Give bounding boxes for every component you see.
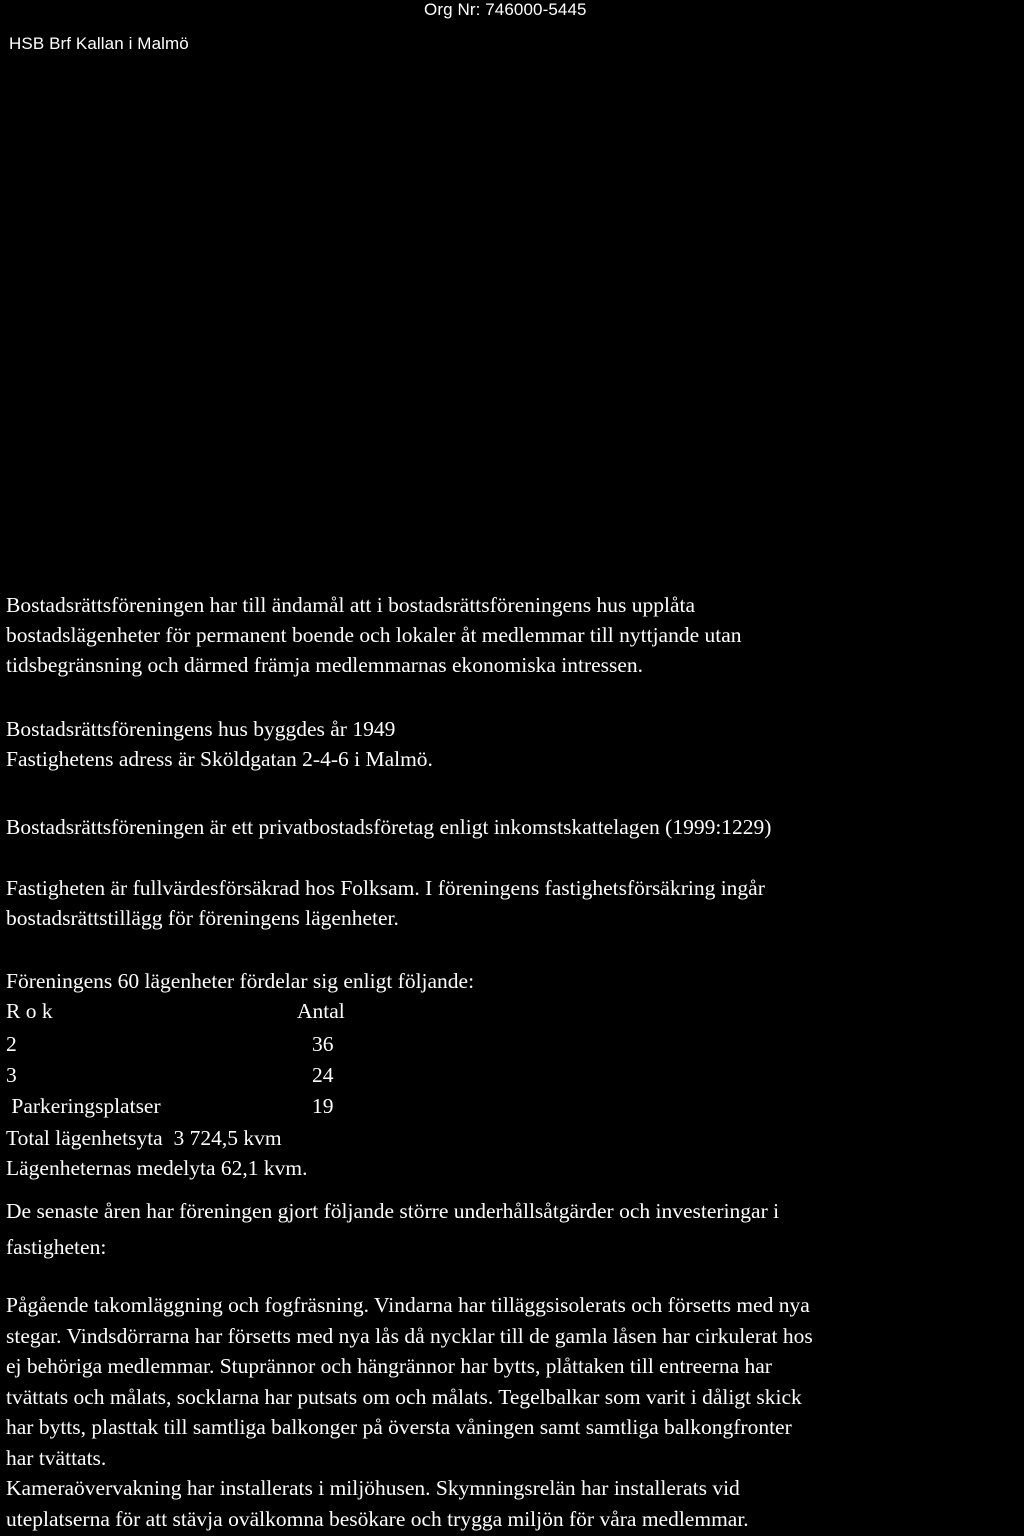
apartments-intro-text: Föreningens 60 lägenheter fördelar sig enligt följande:: [6, 969, 475, 993]
recent-measures-intro: [6, 1193, 1022, 1265]
row-value: 36: [312, 1032, 334, 1056]
insurance-paragraph: [6, 873, 1022, 933]
total-area-text: Total lägenhetsyta 3 724,5 kvm: [6, 1126, 282, 1150]
apartments-intro: [6, 966, 1022, 996]
row-label: 2: [6, 1032, 17, 1056]
text-line: Fastigheten är fullvärdesförsäkrad hos Folksam. I föreningens fastighetsförsäkring ingår: [6, 876, 765, 900]
column-header-antal: Antal: [297, 999, 345, 1023]
text-line: tvättats och målats, socklarna har putsats om och målats. Tegelbalkar som varit i dåligt skick: [6, 1384, 802, 1409]
row-value: 24: [312, 1063, 334, 1087]
column-header-rok: R o k: [6, 999, 53, 1023]
text-line: Pågående takomläggning och fogfräsning. Vindarna har tilläggsisolerats och försetts med nya: [6, 1293, 810, 1317]
text-line: fastigheten:: [6, 1235, 107, 1259]
building-info: [6, 714, 1022, 774]
row-label: Parkeringsplatser: [6, 1094, 161, 1118]
text-line: har tvättats.: [6, 1445, 107, 1470]
organization-number: Org Nr: 746000-5445: [424, 0, 587, 19]
text-line: tidsbegränsning och därmed främja medlemmarnas ekonomiska intressen.: [6, 653, 644, 677]
text-line: bostadslägenheter för permanent boende och lokaler åt medlemmar till nyttjande utan: [6, 623, 742, 647]
address-text: Fastighetens adress är Sköldgatan 2-4-6 i Malmö.: [6, 747, 433, 771]
organization-name: HSB Brf Kallan i Malmö: [9, 34, 189, 53]
text-line: Kameraövervakning har installerats i miljöhusen. Skymningsrelän har installerats vid: [6, 1476, 740, 1500]
average-area-text: Lägenheternas medelyta 62,1 kvm.: [6, 1156, 308, 1180]
area-info: [6, 1123, 1022, 1183]
text-line: De senaste åren har föreningen gjort följande större underhållsåtgärder och investeringar i: [6, 1199, 780, 1223]
row-value: 19: [312, 1094, 334, 1118]
row-label: 3: [6, 1063, 17, 1087]
text-line: bostadsrättstillägg för föreningens lägenheter.: [6, 906, 399, 930]
maintenance-paragraph: [6, 1290, 1022, 1534]
tax-text: Bostadsrättsföreningen är ett privatbostadsföretag enligt inkomstskattelagen (1999:1229): [6, 815, 772, 839]
text-line: stegar. Vindsdörrarna har försetts med nya lås då nycklar till de gamla låsen har cirkulerat hos: [6, 1323, 813, 1348]
text-line: Bostadsrättsföreningen har till ändamål att i bostadsrättsföreningens hus upplåta: [6, 593, 696, 617]
built-year-text: Bostadsrättsföreningens hus byggdes år 1949: [6, 717, 396, 741]
tax-status: [6, 812, 1022, 842]
purpose-paragraph: [6, 590, 1022, 680]
text-line: uteplatserna för att stävja ovälkomna besökare och trygga miljön för våra medlemmar.: [6, 1506, 749, 1531]
text-line: har bytts, plasttak till samtliga balkonger på översta våningen samt samtliga balkongfronter: [6, 1415, 792, 1439]
text-line: ej behöriga medlemmar. Stuprännor och hängrännor har bytts, plåttaken till entreerna har: [6, 1354, 772, 1378]
